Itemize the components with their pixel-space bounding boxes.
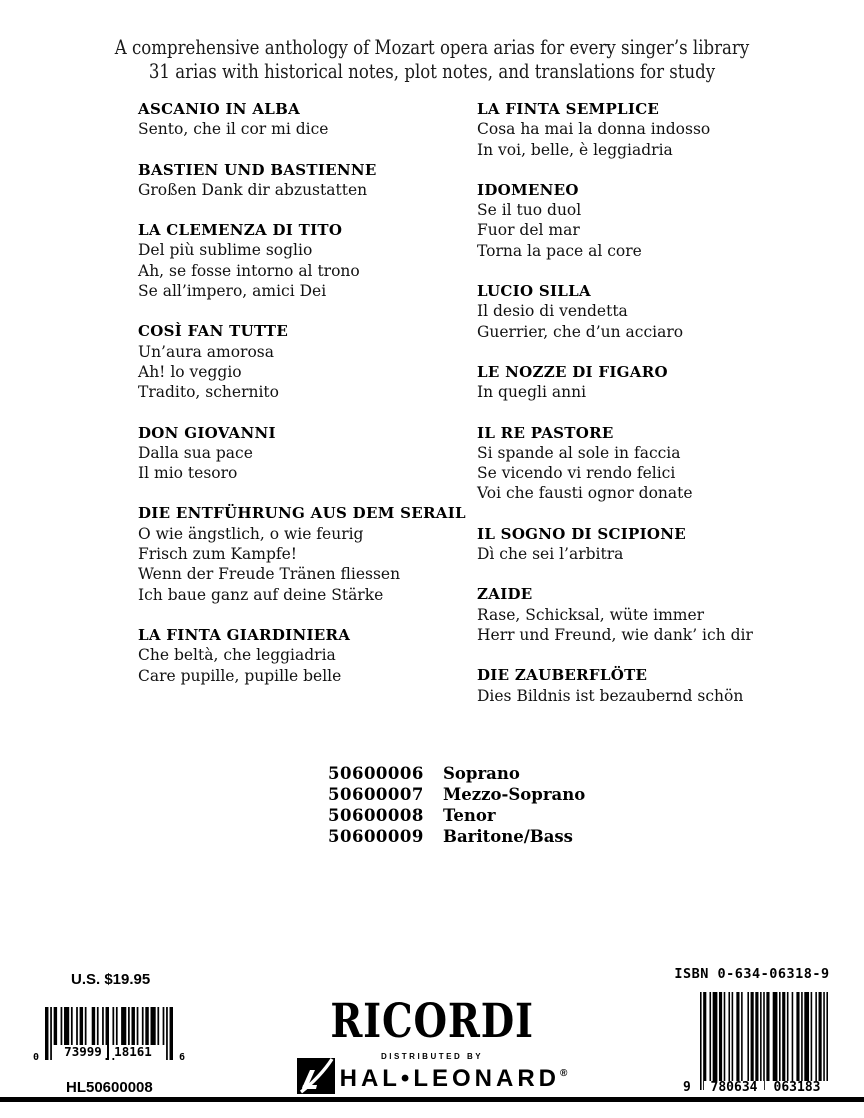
distributed-by-label: DISTRIBUTED BY [380,1052,484,1061]
aria-title: Fuor del mar [477,221,580,240]
ean-barcode-bars [700,992,828,1090]
opera-list-right-column [477,99,827,726]
aria-title: Si spande al sole in faccia [477,443,681,462]
ean-barcode [683,992,848,1100]
opera-group [477,99,827,160]
aria-title: Se all’impero, amici Dei [138,282,327,301]
opera-title: ZAIDE [477,585,533,604]
opera-group [477,524,827,565]
opera-group [477,584,827,645]
opera-group [138,423,468,484]
aria-title: Sento, che il cor mi dice [138,120,329,139]
hal-leonard-logo-text [340,1067,568,1094]
opera-title: IDOMENEO [477,180,579,199]
hl-catalog-number: HL50600008 [66,1079,153,1096]
opera-title: DON GIOVANNI [138,423,276,442]
opera-list-left-column [138,99,468,706]
aria-title: Herr und Freund, wie dank’ ich dir [477,625,753,644]
aria-title: Che beltà, che leggiadria [138,646,336,665]
opera-title: ASCANIO IN ALBA [138,100,301,118]
aria-title: Rase, Schicksal, wüte immer [477,605,705,624]
opera-title: COSÌ FAN TUTTE [138,322,289,341]
voice-type-label: Baritone/Bass [443,827,573,846]
opera-group [138,625,468,686]
aria-title: Care pupille, pupille belle [138,666,342,685]
aria-title: Cosa ha mai la donna indosso [477,120,711,139]
aria-title: Frisch zum Kampfe! [138,545,298,564]
opera-title: DIE ZAUBERFLÖTE [477,666,648,685]
opera-title: LA FINTA SEMPLICE [477,100,660,118]
aria-title: Dies Bildnis ist bezaubernd schön [477,686,744,705]
opera-group [138,220,468,301]
catalog-row [328,805,585,826]
aria-title: Torna la pace al core [477,241,642,260]
aria-title: Se vicendo vi rendo felici [477,464,676,483]
upc-digits-group1: 73999 [59,1045,107,1058]
aria-title: Del più sublime soglio [138,241,313,260]
aria-title: Tradito, schernito [138,383,279,402]
aria-title: Ah, se fosse intorno al trono [138,261,360,280]
aria-title: Il mio tesoro [138,464,238,483]
upc-digit-left: 0 [33,1052,40,1063]
price-label: U.S. $19.95 [71,971,151,988]
voice-type-label: Tenor [443,806,496,825]
catalog-number: 50600009 [328,827,424,846]
opera-title: LA CLEMENZA DI TITO [138,221,343,240]
opera-title: BASTIEN UND BASTIENNE [138,160,377,179]
aria-title: Wenn der Freude Tränen fliessen [138,565,401,584]
catalog-row [328,784,585,805]
opera-group [477,281,827,342]
opera-title: LE NOZZE DI FIGARO [477,362,668,381]
aria-title: In voi, belle, è leggiadria [477,140,673,159]
opera-group [477,362,827,403]
ean-digit-left: 9 [683,1080,691,1095]
upc-digit-right: 6 [179,1052,186,1063]
opera-group [477,180,827,261]
hal-leonard-wordmark: HAL•LEONARD [339,1065,560,1092]
opera-group [138,321,468,402]
edition-catalog-list [328,763,585,847]
ean-digits-group2: 063183 [766,1081,828,1095]
catalog-number: 50600007 [328,785,424,804]
opera-title: IL RE PASTORE [477,423,614,442]
catalog-number: 50600006 [328,764,424,783]
tagline-line-1: A comprehensive anthology of Mozart opera arias for every singer’s library [114,36,750,59]
opera-group [138,99,468,140]
opera-group [138,160,468,201]
opera-group [477,665,827,706]
aria-title: O wie ängstlich, o wie feurig [138,524,364,543]
catalog-row [328,763,585,784]
opera-group [477,423,827,504]
aria-title: Se il tuo duol [477,201,582,220]
aria-title: In quegli anni [477,383,587,402]
aria-title: Ah! lo veggio [138,362,242,381]
aria-title: Voi che fausti ognor donate [477,484,693,503]
tagline-line-2: 31 arias with historical notes, plot notes, and translations for study [148,60,716,83]
aria-title: Ich baue ganz auf deine Stärke [138,585,384,604]
ricordi-logo-text: RICORDI [330,994,534,1049]
ean-digits-group1: 780634 [704,1081,764,1095]
aria-title: Il desio di vendetta [477,302,628,321]
aria-title: Dì che sei l’arbitra [477,545,624,564]
voice-type-label: Soprano [443,764,520,783]
tagline [0,36,864,84]
aria-title: Guerrier, che d’un acciaro [477,322,684,341]
catalog-row [328,826,585,847]
registered-mark: ® [560,1068,568,1079]
upc-digits-group2: 18161 [109,1045,157,1058]
bottom-rule [0,1097,864,1102]
opera-group [138,503,468,604]
opera-title: IL SOGNO DI SCIPIONE [477,524,687,543]
opera-title: LA FINTA GIARDINIERA [138,625,351,644]
aria-title: Un’aura amorosa [138,342,274,361]
opera-title: LUCIO SILLA [477,282,591,301]
aria-title: Dalla sua pace [138,443,253,462]
hal-leonard-mark-icon [297,1058,335,1094]
isbn-label: ISBN 0-634-06318-9 [674,966,830,982]
voice-type-label: Mezzo-Soprano [443,785,586,804]
opera-title: DIE ENTFÜHRUNG AUS DEM SERAIL [138,504,466,523]
catalog-number: 50600008 [328,806,424,825]
aria-title: Großen Dank dir abzustatten [138,180,368,199]
